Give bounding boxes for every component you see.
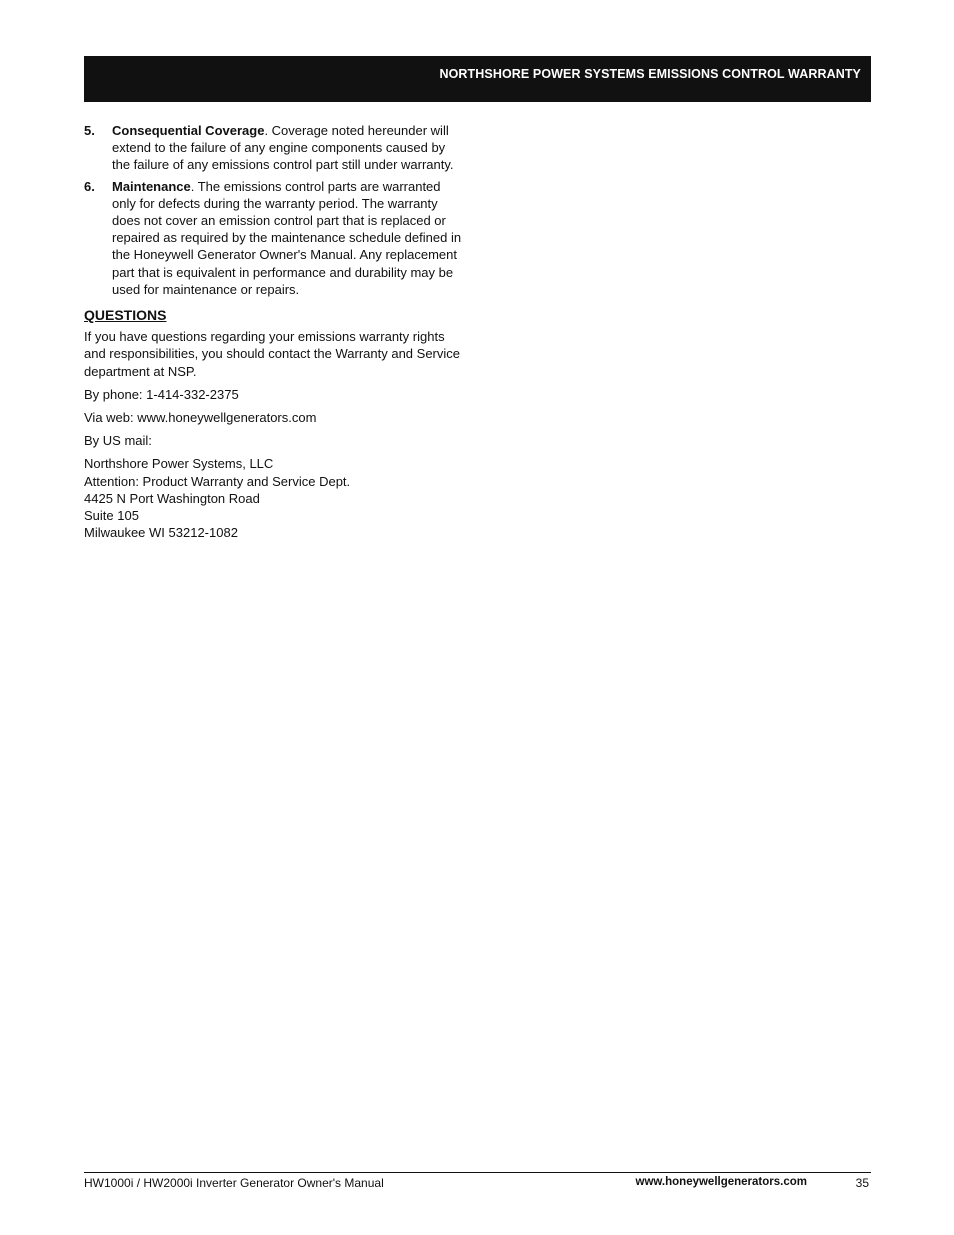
address-line: Attention: Product Warranty and Service Dept. — [84, 473, 351, 489]
main-content — [84, 122, 464, 547]
questions-heading: QUESTIONS — [84, 307, 167, 324]
contact-phone: By phone: 1-414-332-2375 — [84, 386, 239, 402]
mailing-address — [84, 455, 464, 541]
address-line: Milwaukee WI 53212-1082 — [84, 525, 238, 541]
header-bar — [84, 56, 871, 102]
address-line: 4425 N Port Washington Road — [84, 490, 260, 506]
questions-intro: If you have questions regarding your emissions warranty rights and responsibilities, you should contact the Warranty and Service department at NSP. — [84, 329, 460, 379]
section-title: NORTHSHORE POWER SYSTEMS EMISSIONS CONTROL WARRANTY — [439, 67, 861, 81]
contact-web: Via web: www.honeywellgenerators.com — [84, 410, 317, 426]
address-line: Northshore Power Systems, LLC — [84, 456, 274, 472]
page-number: 35 — [855, 1176, 869, 1190]
footer-manual-title: HW1000i / HW2000i Inverter Generator Owner's Manual — [84, 1176, 384, 1190]
item-text: . The emissions control parts are warranted only for defects during the warranty period. The warranty does not cover an emission control part that is replaced or repaired as required by the maintenance schedule defined in the Honeywell Generator Owner's Manual. Any replacement part that is equivalent in performance and durability may be used for maintenance or repairs. — [112, 178, 462, 297]
item-number: 5. — [84, 123, 95, 138]
item-term: Maintenance — [112, 178, 191, 194]
list-item — [84, 122, 464, 174]
address-line: Suite 105 — [84, 508, 139, 524]
footer-divider — [84, 1172, 871, 1173]
item-number: 6. — [84, 178, 95, 194]
item-term: Consequential Coverage — [112, 123, 265, 138]
item-text: . Coverage noted hereunder will extend to the failure of any engine components caused by the failure of any emissions control part still under warranty. — [112, 123, 454, 173]
contact-mail-label: By US mail: — [84, 433, 152, 449]
footer-url: www.honeywellgenerators.com — [635, 1176, 807, 1188]
list-item — [84, 178, 464, 298]
